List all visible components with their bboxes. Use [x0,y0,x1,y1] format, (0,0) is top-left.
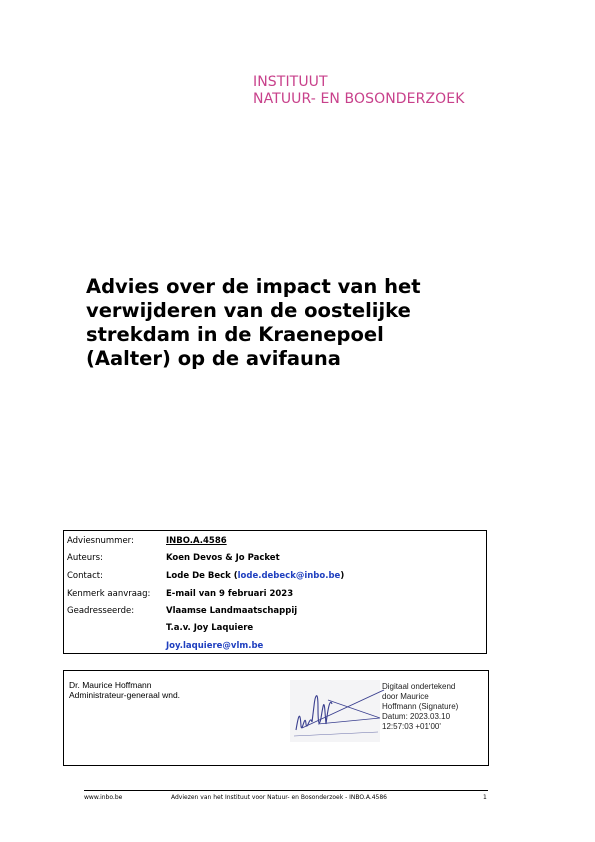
digital-signature-line: door Maurice [382,692,429,701]
kenmerk-label: Kenmerk aanvraag: [67,589,151,599]
adviesnummer-label: Adviesnummer: [67,536,134,546]
contact-value [166,571,344,581]
kenmerk-value: E-mail van 9 februari 2023 [166,589,294,599]
logo-line-1: INSTITUUT [253,74,328,90]
contact-email-link[interactable]: lode.debeck@inbo.be [237,571,341,581]
geadresseerde-label: Geadresseerde: [67,606,135,616]
signer-block [69,680,180,700]
digital-signature-line: Datum: 2023.03.10 [382,712,451,721]
signature-box [63,670,489,766]
geadresseerde-attn: T.a.v. Joy Laquiere [166,623,254,633]
title-line: Advies over de impact van het [86,275,421,298]
logo-line-2: NATUUR- EN BOSONDERZOEK [253,91,465,107]
digital-signature-line: Digitaal ondertekend [382,682,456,691]
footer-website: www.inbo.be [84,794,123,801]
contact-label: Contact: [67,571,103,581]
auteurs-label: Auteurs: [67,553,103,563]
digital-signature-text [382,682,486,732]
contact-name: Lode De Beck ( [166,571,238,581]
signer-name: Dr. Maurice Hoffmann [69,680,152,690]
title-line: strekdam in de Kraenepoel [86,323,384,346]
digital-signature-line: Hoffmann (Signature) [382,702,459,711]
footer-divider [84,790,488,791]
inbo-logo [253,74,465,108]
adviesnummer-value: INBO.A.4586 [166,536,227,546]
signer-role: Administrateur-generaal wnd. [69,690,181,700]
geadresseerde-email-link[interactable]: Joy.laquiere@vlm.be [166,641,264,651]
footer-page-number: 1 [483,794,487,801]
geadresseerde-value: Vlaamse Landmaatschappij [166,606,298,616]
advice-info-box [63,530,487,654]
digital-signature-line: 12:57:03 +01'00' [382,722,441,731]
auteurs-value: Koen Devos & Jo Packet [166,553,280,563]
document-title [86,275,506,371]
footer-center-text: Adviezen van het Instituut voor Natuur- en Bosonderzoek - INBO.A.4586 [171,794,387,801]
contact-close: ) [340,571,345,581]
title-line: verwijderen van de oostelijke [86,299,411,322]
title-line: (Aalter) op de avifauna [86,347,341,370]
